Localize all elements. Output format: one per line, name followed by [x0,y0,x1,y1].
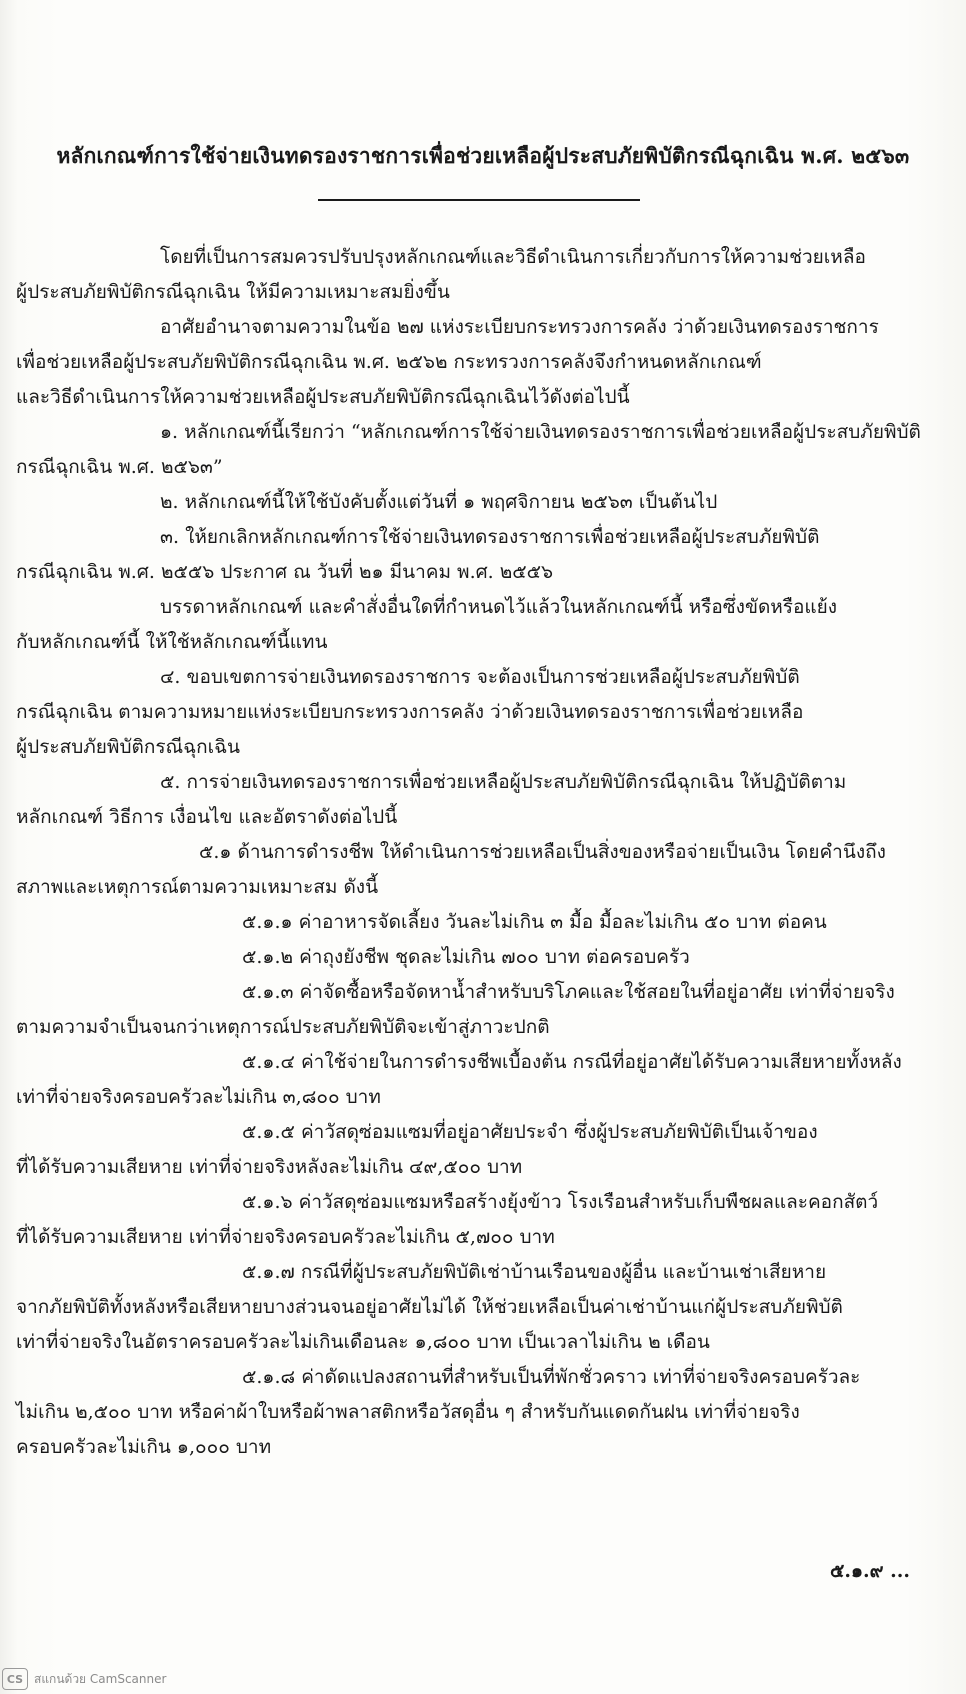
document-line: ๕.๑.๒ ค่าถุงยังชีพ ชุดละไม่เกิน ๗๐๐ บาท ต่อครอบครัว [242,946,690,968]
document-line: ครอบครัวละไม่เกิน ๑,๐๐๐ บาท [16,1436,272,1458]
continuation-marker: ๕.๑.๙ ... [829,1560,910,1582]
camscanner-logo-icon: CS [2,1668,28,1690]
document-line: ที่ได้รับความเสียหาย เท่าที่จ่ายจริงหลังละไม่เกิน ๔๙,๕๐๐ บาท [16,1156,523,1178]
document-line: ผู้ประสบภัยพิบัติกรณีฉุกเฉิน ให้มีความเหมาะสมยิ่งขึ้น [16,281,450,303]
document-line: ๕.๑ ด้านการดำรงชีพ ให้ดำเนินการช่วยเหลือเป็นสิ่งของหรือจ่ายเป็นเงิน โดยคำนึงถึง [199,841,886,863]
document-line: สภาพและเหตุการณ์ตามความเหมาะสม ดังนี้ [16,876,379,898]
document-line: จากภัยพิบัติทั้งหลังหรือเสียหายบางส่วนจนอยู่อาศัยไม่ได้ ให้ช่วยเหลือเป็นค่าเช่าบ้านแก่ผู้ประสบภัยพิบัติ [16,1296,843,1318]
document-line: ๔. ขอบเขตการจ่ายเงินทดรองราชการ จะต้องเป็นการช่วยเหลือผู้ประสบภัยพิบัติ [160,666,800,688]
document-line: ๑. หลักเกณฑ์นี้เรียกว่า “หลักเกณฑ์การใช้จ่ายเงินทดรองราชการเพื่อช่วยเหลือผู้ประสบภัยพิบัติ [160,421,921,443]
document-title: หลักเกณฑ์การใช้จ่ายเงินทดรองราชการเพื่อช่วยเหลือผู้ประสบภัยพิบัติกรณีฉุกเฉิน พ.ศ. ๒๕๖๓ [56,143,910,168]
document-line: เท่าที่จ่ายจริงในอัตราครอบครัวละไม่เกินเดือนละ ๑,๘๐๐ บาท เป็นเวลาไม่เกิน ๒ เดือน [16,1331,710,1353]
camscanner-watermark [0,1664,240,1694]
document-body [16,240,946,1465]
document-line: ๕.๑.๘ ค่าดัดแปลงสถานที่สำหรับเป็นที่พักชั่วคราว เท่าที่จ่ายจริงครอบครัวละ [242,1366,861,1388]
document-line: เพื่อช่วยเหลือผู้ประสบภัยพิบัติกรณีฉุกเฉิน พ.ศ. ๒๕๖๒ กระทรวงการคลังจึงกำหนดหลักเกณฑ์ [16,351,762,373]
document-line: ๒. หลักเกณฑ์นี้ให้ใช้บังคับตั้งแต่วันที่ ๑ พฤศจิกายน ๒๕๖๓ เป็นต้นไป [160,491,718,513]
document-line: ผู้ประสบภัยพิบัติกรณีฉุกเฉิน [16,736,241,758]
document-line: กรณีฉุกเฉิน พ.ศ. ๒๕๕๖ ประกาศ ณ วันที่ ๒๑ มีนาคม พ.ศ. ๒๕๕๖ [16,561,554,583]
document-line: ที่ได้รับความเสียหาย เท่าที่จ่ายจริงครอบครัวละไม่เกิน ๕,๗๐๐ บาท [16,1226,555,1248]
document-line: หลักเกณฑ์ วิธีการ เงื่อนไข และอัตราดังต่อไปนี้ [16,806,398,828]
document-line: กรณีฉุกเฉิน ตามความหมายแห่งระเบียบกระทรวงการคลัง ว่าด้วยเงินทดรองราชการเพื่อช่วยเหลือ [16,701,804,723]
document-line: อาศัยอำนาจตามความในข้อ ๒๗ แห่งระเบียบกระทรวงการคลัง ว่าด้วยเงินทดรองราชการ [160,316,879,338]
document-line: เท่าที่จ่ายจริงครอบครัวละไม่เกิน ๓,๘๐๐ บาท [16,1086,381,1108]
watermark-label: สแกนด้วย CamScanner [34,1671,167,1686]
document-line: ๕.๑.๓ ค่าจัดซื้อหรือจัดหาน้ำสำหรับบริโภคและใช้สอยในที่อยู่อาศัย เท่าที่จ่ายจริง [242,981,895,1003]
document-line: ๕.๑.๗ กรณีที่ผู้ประสบภัยพิบัติเช่าบ้านเรือนของผู้อื่น และบ้านเช่าเสียหาย [242,1261,827,1283]
document-line: และวิธีดำเนินการให้ความช่วยเหลือผู้ประสบภัยพิบัติกรณีฉุกเฉินไว้ดังต่อไปนี้ [16,386,630,408]
document-line: ตามความจำเป็นจนกว่าเหตุการณ์ประสบภัยพิบัติจะเข้าสู่ภาวะปกติ [16,1016,550,1038]
document-line: บรรดาหลักเกณฑ์ และคำสั่งอื่นใดที่กำหนดไว้แล้วในหลักเกณฑ์นี้ หรือซึ่งขัดหรือแย้ง [160,596,838,618]
document-line: กรณีฉุกเฉิน พ.ศ. ๒๕๖๓” [16,456,223,478]
document-line: ๕.๑.๑ ค่าอาหารจัดเลี้ยง วันละไม่เกิน ๓ มื้อ มื้อละไม่เกิน ๕๐ บาท ต่อคน [242,911,827,933]
document-line: โดยที่เป็นการสมควรปรับปรุงหลักเกณฑ์และวิธีดำเนินการเกี่ยวกับการให้ความช่วยเหลือ [160,246,866,268]
document-line: ๕.๑.๔ ค่าใช้จ่ายในการดำรงชีพเบื้องต้น กรณีที่อยู่อาศัยได้รับความเสียหายทั้งหลัง [242,1051,902,1073]
document-line: ๕. การจ่ายเงินทดรองราชการเพื่อช่วยเหลือผู้ประสบภัยพิบัติกรณีฉุกเฉิน ให้ปฏิบัติตาม [160,771,847,793]
document-line: ๕.๑.๕ ค่าวัสดุซ่อมแซมที่อยู่อาศัยประจำ ซึ่งผู้ประสบภัยพิบัติเป็นเจ้าของ [242,1121,818,1143]
document-line: ไม่เกิน ๒,๕๐๐ บาท หรือค่าผ้าใบหรือผ้าพลาสติกหรือวัสดุอื่น ๆ สำหรับกันแดดกันฝน เท่าที่จ่ายจริง [16,1401,800,1423]
document-line: กับหลักเกณฑ์นี้ ให้ใช้หลักเกณฑ์นี้แทน [16,631,328,653]
document-line: ๕.๑.๖ ค่าวัสดุซ่อมแซมหรือสร้างยุ้งข้าว โรงเรือนสำหรับเก็บพืชผลและคอกสัตว์ [242,1191,879,1213]
title-underline [318,199,640,201]
document-line: ๓. ให้ยกเลิกหลักเกณฑ์การใช้จ่ายเงินทดรองราชการเพื่อช่วยเหลือผู้ประสบภัยพิบัติ [160,526,820,548]
